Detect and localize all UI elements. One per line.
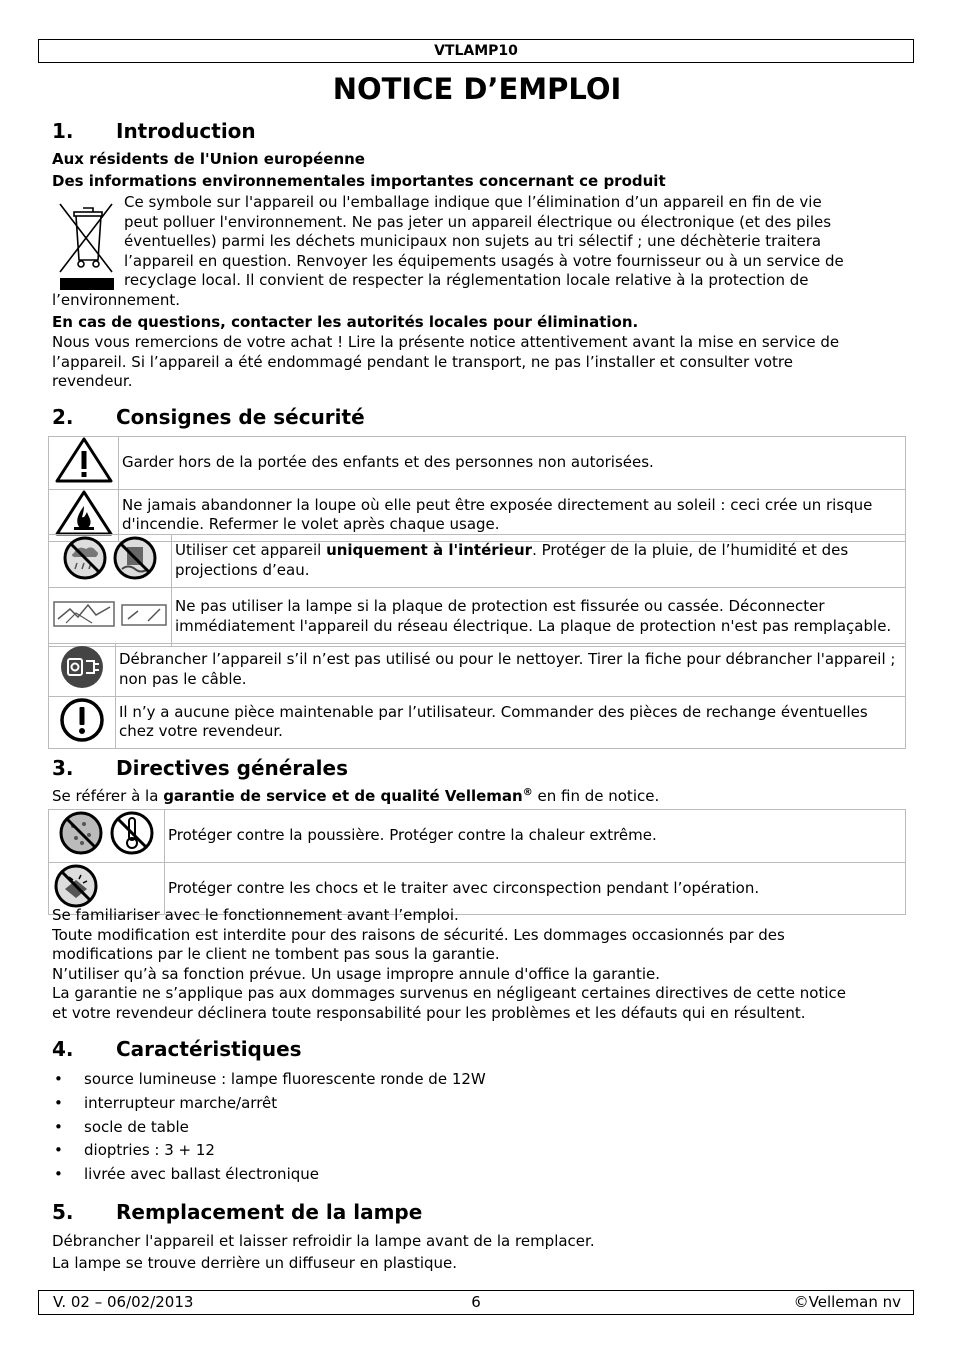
- general-row: Protéger contre les chocs et le traiter avec circonspection pendant l’opération.: [49, 862, 906, 915]
- safety-row: Il n’y a aucune pièce maintenable par l’utilisateur. Commander des pièces de rechange éventuelles chez votre revendeur.: [49, 696, 906, 749]
- safety-table-2: [48, 534, 906, 647]
- version-date: V. 02 – 06/02/2013: [53, 1293, 194, 1311]
- cracked-plate-icon: [52, 599, 168, 629]
- thanks-paragraph: Nous vous remercions de votre achat ! Lire la présente notice attentivement avant la mise en service de l’appareil. Si l’appareil a été endommagé pendant le transport, ne pas l’installer et consulter votre revendeur.: [52, 333, 840, 391]
- weee-bin-icon: [54, 198, 116, 290]
- page-title: NOTICE D’EMPLOI: [332, 72, 622, 106]
- list-item: • interrupteur marche/arrêt: [52, 1092, 486, 1116]
- eu-residents-heading: Aux résidents de l'Union européenne: [52, 150, 365, 168]
- replacement-text: Débrancher l'appareil et laisser refroidir la lampe avant de la remplacer. La lampe se trouve derrière un diffuseur en plastique.: [52, 1232, 595, 1272]
- document-footer: [38, 1290, 914, 1315]
- environment-heading: Des informations environnementales importantes concernant ce produit: [52, 172, 666, 190]
- safety-row: Utiliser cet appareil uniquement à l'intérieur. Protéger de la pluie, de l’humidité et des projections d’eau.: [49, 535, 906, 588]
- warning-triangle-icon: [54, 437, 114, 483]
- safety-table-3: [48, 643, 906, 749]
- section-heading-general: 3. Directives générales: [52, 756, 348, 780]
- features-list: [52, 1068, 486, 1187]
- list-item: • source lumineuse : lampe fluorescente ronde de 12W: [52, 1068, 486, 1092]
- page-number: 6: [471, 1293, 481, 1311]
- no-water-splash-icon: [112, 535, 158, 581]
- safety-row: Ne pas utiliser la lampe si la plaque de protection est fissurée ou cassée. Déconnecter immédiatement l'appareil du réseau électrique. La plaque de protection n'est pas remplaçable.: [49, 587, 906, 646]
- model-name: VTLAMP10: [434, 43, 518, 59]
- general-table: [48, 809, 906, 915]
- fire-hazard-icon: [54, 490, 114, 536]
- section-heading-safety: 2. Consignes de sécurité: [52, 405, 365, 429]
- no-heat-icon: [109, 810, 155, 856]
- section-heading-features: 4. Caractéristiques: [52, 1037, 302, 1061]
- document-header: [38, 39, 914, 63]
- unplug-icon: [59, 644, 105, 690]
- warranty-reference: Se référer à la garantie de service et de qualité Velleman® en fin de notice.: [52, 787, 660, 805]
- safety-row: Garder hors de la portée des enfants et des personnes non autorisées.: [49, 437, 906, 490]
- list-item: • livrée avec ballast électronique: [52, 1163, 486, 1187]
- list-item: • dioptries : 3 + 12: [52, 1139, 486, 1163]
- no-shock-icon: [53, 863, 99, 909]
- general-row: Protéger contre la poussière. Protéger contre la chaleur extrême.: [49, 810, 906, 863]
- safety-row: Ne jamais abandonner la loupe où elle peut être exposée directement au soleil : ceci crée un risque d'incendie. Refermer le volet après chaque usage.: [49, 489, 906, 542]
- safety-row: Débrancher l’appareil s’il n’est pas utilisé ou pour le nettoyer. Tirer la fiche pour débrancher l'appareil ; non pas le câble.: [49, 644, 906, 697]
- general-directives-text: Se familiariser avec le fonctionnement avant l’emploi. Toute modification est interdite pour des raisons de sécurité. Les dommages occasionnés par des modifications par le client ne tombent pas sous la garantie. N’utiliser qu’à sa fonction prévue. Un usage impropre annule d'office la garantie. La garantie ne s’applique pas aux dommages survenus en négligeant certaines directives de cette notice et votre revendeur déclinera toute responsabilité pour les problèmes et les défauts qui en résultent.: [52, 906, 846, 1022]
- weee-notice-end: l’environnement.: [52, 291, 180, 309]
- copyright: ©Velleman nv: [793, 1293, 901, 1311]
- exclamation-icon: [59, 697, 105, 743]
- section-heading-replacement: 5. Remplacement de la lampe: [52, 1200, 423, 1224]
- questions-note: En cas de questions, contacter les autorités locales pour élimination.: [52, 313, 639, 331]
- no-dust-icon: [58, 810, 104, 856]
- list-item: • socle de table: [52, 1116, 486, 1140]
- weee-notice: Ce symbole sur l'appareil ou l'emballage indique que l’élimination d’un appareil en fin de vie peut polluer l'environnement. Ne pas jeter un appareil électrique ou électronique (et des piles éventuelles) parmi les déchets municipaux non sujets au tri sélectif ; une déchèterie traitera l’appareil en question. Renvoyer les équipements usagés à votre fournisseur ou à un service de recyclage local. Il convient de respecter la réglementation locale relative à la protection de: [124, 193, 844, 290]
- section-heading-introduction: 1. Introduction: [52, 119, 256, 143]
- no-rain-icon: [62, 535, 108, 581]
- safety-table: [48, 436, 906, 542]
